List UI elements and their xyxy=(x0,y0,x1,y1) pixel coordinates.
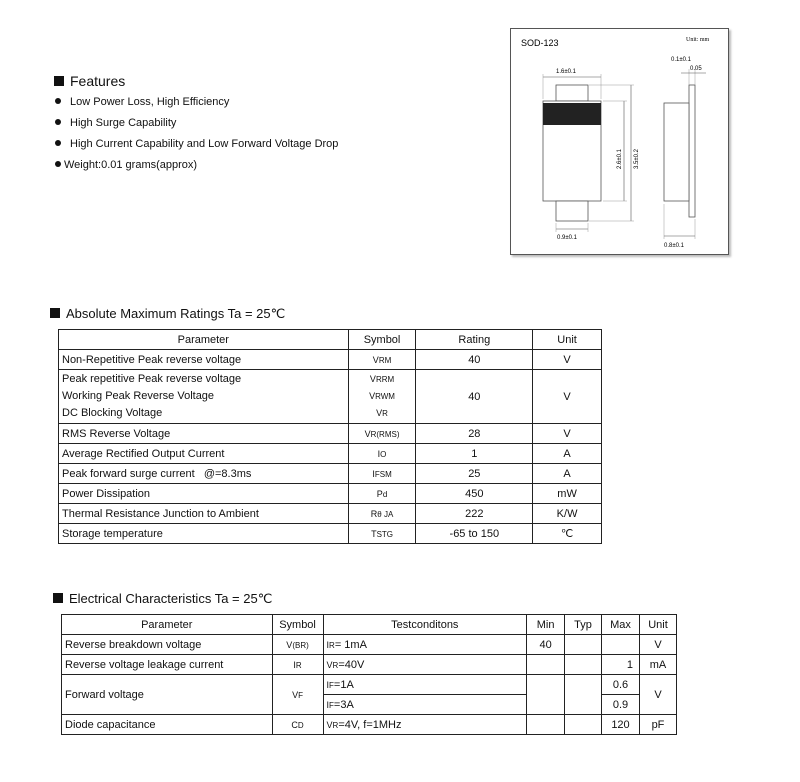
elec-table xyxy=(61,614,677,735)
table-header-row: Parameter Symbol Rating Unit xyxy=(59,330,602,350)
table-row: Diode capacitance CD VR=4V, f=1MHz 120 pF xyxy=(62,715,677,735)
feature-item: High Current Capability and Low Forward Voltage Drop xyxy=(55,137,338,158)
table-row: Non-Repetitive Peak reverse voltage VRM 40 V xyxy=(59,350,602,370)
features-heading: Features xyxy=(54,73,125,89)
dim-side-bottom: 0.8±0.1 xyxy=(664,243,684,249)
table-row: Peak repetitive Peak reverse voltage Working Peak Reverse Voltage DC Blocking Voltage VRRM VRWM VR 40 V xyxy=(59,370,602,424)
dim-width-top: 1.6±0.1 xyxy=(556,69,576,75)
abs-max-heading: Absolute Maximum Ratings Ta = 25℃ xyxy=(50,306,285,322)
table-row: Thermal Resistance Junction to Ambient Rθ JA 222 K/W xyxy=(59,504,602,524)
square-bullet-icon xyxy=(54,76,64,86)
square-bullet-icon xyxy=(53,593,63,603)
bullet-icon xyxy=(55,98,61,104)
dim-side-top-2: 0.05 xyxy=(690,66,702,72)
table-row: RMS Reverse Voltage VR(RMS) 28 V xyxy=(59,424,602,444)
dim-total-length: 3.5±0.2 xyxy=(634,149,640,169)
table-row: Average Rectified Output Current IO 1 A xyxy=(59,444,602,464)
table-row: Storage temperature TSTG -65 to 150 ℃ xyxy=(59,524,602,544)
dim-lead-width: 0.9±0.1 xyxy=(557,235,577,241)
abs-max-table xyxy=(58,329,602,544)
square-bullet-icon xyxy=(50,308,60,318)
feature-item: High Surge Capability xyxy=(55,116,338,137)
table-row: Power Dissipation Pd 450 mW xyxy=(59,484,602,504)
bullet-icon xyxy=(55,161,61,167)
table-row: IF=3A 0.9 xyxy=(62,695,677,715)
table-row: Reverse voltage leakage current IR VR=40V 1 mA xyxy=(62,655,677,675)
package-drawing xyxy=(510,28,729,255)
table-row: Peak forward surge current @=8.3ms IFSM 25 A xyxy=(59,464,602,484)
table-header-row: Parameter Symbol Testconditons Min Typ Max Unit xyxy=(62,615,677,635)
table-row: Reverse breakdown voltage V(BR) IR= 1mA 40 V xyxy=(62,635,677,655)
dim-side-top: 0.1±0.1 xyxy=(671,57,691,63)
feature-item: Weight:0.01 grams(approx) xyxy=(55,158,338,179)
package-name: SOD-123 xyxy=(521,38,559,48)
bullet-icon xyxy=(55,140,61,146)
package-outline-diagram xyxy=(511,29,728,254)
elec-heading: Electrical Characteristics Ta = 25℃ xyxy=(53,591,272,607)
table-row: Forward voltage VF IF=1A 0.6 V xyxy=(62,675,677,695)
feature-item: Low Power Loss, High Efficiency xyxy=(55,95,338,116)
bullet-icon xyxy=(55,119,61,125)
unit-label: Unit: mm xyxy=(686,37,710,43)
features-list xyxy=(55,95,338,179)
dim-body-length: 2.6±0.1 xyxy=(617,149,623,169)
